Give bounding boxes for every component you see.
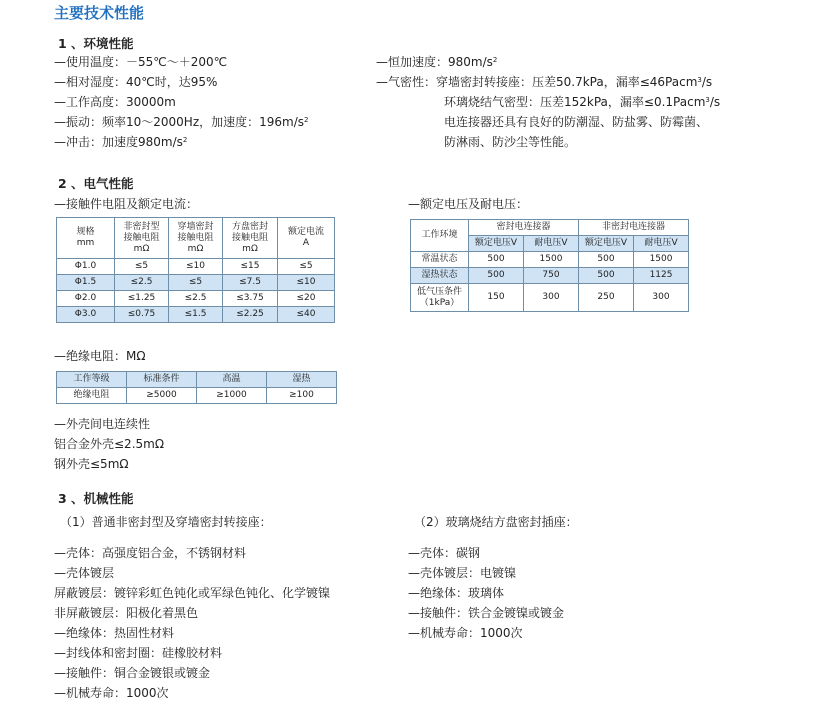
table-cell: Φ1.5	[57, 275, 115, 291]
table-cell: ≥1000	[197, 388, 267, 404]
voltage-table	[410, 219, 689, 312]
mech-left-line: —壳体镀层	[54, 566, 115, 580]
table-cell: 湿热状态	[411, 268, 469, 284]
insulation-label: —绝缘电阻：MΩ	[54, 349, 146, 363]
table-cell: ≤10	[278, 275, 335, 291]
table-cell: ≤0.75	[115, 307, 169, 323]
env-right-line: —恒加速度：$980m/s^2$	[376, 55, 498, 69]
env-left-line: —相对湿度：40℃时，达95%	[54, 75, 218, 89]
table-cell: ≤3.75	[223, 291, 278, 307]
contact-label: —接触件电阻及额定电流：	[54, 197, 199, 211]
table-header-cell: 非密封型 接触电阻 mΩ	[115, 218, 169, 259]
table-cell: ≥5000	[127, 388, 197, 404]
table-row	[57, 259, 335, 275]
mech-left-subheading: （1）普通非密封型及穿墙密封转接座：	[60, 515, 272, 529]
table-header-cell: 额定电压V	[579, 236, 634, 252]
env-left-line: —冲击：加速度$980m/s^2$	[54, 135, 188, 149]
table-cell: ≤5	[169, 275, 223, 291]
table-header-cell: 方盘密封 接触电阻 mΩ	[223, 218, 278, 259]
mech-right-line: —绝缘体：玻璃体	[408, 586, 505, 600]
table-cell: 250	[579, 284, 634, 312]
table-cell: ≤20	[278, 291, 335, 307]
env-right-line: 环璃烧结气密型：压差152kPa，漏率≤0.1Pacm$^3$/s	[444, 95, 721, 109]
table-cell: ≤2.25	[223, 307, 278, 323]
table-header-cell: 规格 mm	[57, 218, 115, 259]
table-row	[411, 284, 689, 312]
table-cell: Φ3.0	[57, 307, 115, 323]
table-cell: ≤5	[278, 259, 335, 275]
table-cell: 750	[524, 268, 579, 284]
table-row	[57, 291, 335, 307]
insulation-table	[56, 371, 337, 404]
table-row	[411, 268, 689, 284]
mech-right-list	[408, 543, 564, 643]
env-right-line: 电连接器还具有良好的防潮湿、防盐雾、防霉菌、	[444, 115, 709, 129]
table-header-cell: 湿热	[267, 372, 337, 388]
table-cell: ≤1.5	[169, 307, 223, 323]
table-header-cell: 工作等级	[57, 372, 127, 388]
env-left-line: —使用温度：－55℃～＋200℃	[54, 55, 228, 69]
table-cell: ≤7.5	[223, 275, 278, 291]
table-cell: 1500	[634, 252, 689, 268]
table-cell: ≤1.25	[115, 291, 169, 307]
table-header-cell: 穿墙密封 接触电阻 mΩ	[169, 218, 223, 259]
table-cell: ≤2.5	[169, 291, 223, 307]
mech-left-line: 屏蔽镀层：镀锌彩虹色钝化或军绿色钝化、化学镀镍	[54, 586, 331, 600]
table-header-cell: 耐电压V	[634, 236, 689, 252]
table-row	[411, 252, 689, 268]
table-cell: ≤2.5	[115, 275, 169, 291]
table-cell: 1125	[634, 268, 689, 284]
mech-right-line: —壳体镀层：电镀镍	[408, 566, 517, 580]
table-header-cell: 标准条件	[127, 372, 197, 388]
env-left-line: —工作高度：30000m	[54, 95, 176, 109]
mech-left-line: —壳体：高强度铝合金，不锈钢材料	[54, 546, 247, 560]
env-left-line: —振动：频率10～2000Hz，加速度：$196m/s^2$	[54, 115, 309, 129]
table-cell: 500	[579, 252, 634, 268]
table-header-cell: 高温	[197, 372, 267, 388]
mech-left-line: —封线体和密封圈：硅橡胶材料	[54, 646, 223, 660]
mech-left-line: —机械寿命：1000次	[54, 686, 169, 700]
table-row	[57, 388, 337, 404]
table-row	[57, 275, 335, 291]
contact-resistance-table	[56, 217, 335, 323]
table-cell: Φ1.0	[57, 259, 115, 275]
mech-left-line: —接触件：铜合金镀银或镀金	[54, 666, 211, 680]
table-header-cell: 耐电压V	[524, 236, 579, 252]
table-cell: 500	[579, 268, 634, 284]
table-cell: 150	[469, 284, 524, 312]
env-right-line: —气密性：穿墙密封转接座：压差50.7kPa，漏率≤46Pacm$^3$/s	[376, 75, 713, 89]
table-header-cell: 密封电连接器	[469, 220, 579, 236]
table-header-cell: 额定电流 A	[278, 218, 335, 259]
table-cell: 500	[469, 252, 524, 268]
table-header-cell: 非密封电连接器	[579, 220, 689, 236]
table-cell: ≤10	[169, 259, 223, 275]
env-heading: 1 、环境性能	[58, 36, 134, 51]
env-left-list	[54, 52, 309, 152]
env-right-list	[376, 52, 720, 152]
mech-left-list	[54, 543, 330, 703]
voltage-label: —额定电压及耐电压：	[408, 197, 529, 211]
mech-right-line: —机械寿命：1000次	[408, 626, 523, 640]
table-cell: 低气压条件 （1kPa）	[411, 284, 469, 312]
page-title: 主要技术性能	[54, 4, 145, 22]
shell-line: 铝合金外壳≤2.5mΩ	[54, 437, 164, 451]
elec-heading: 2 、电气性能	[58, 176, 134, 191]
shell-line: —外壳间电连续性	[54, 417, 151, 431]
mech-left-line: —绝缘体：热固性材料	[54, 626, 175, 640]
table-cell: ≤40	[278, 307, 335, 323]
table-cell: 300	[634, 284, 689, 312]
mech-right-line: —接触件：铁合金镀镍或镀金	[408, 606, 565, 620]
mech-heading: 3 、机械性能	[58, 491, 134, 506]
mech-right-line: —壳体：碳钢	[408, 546, 481, 560]
table-cell: 500	[469, 268, 524, 284]
table-cell: ≤15	[223, 259, 278, 275]
mech-left-line: 非屏蔽镀层：阳极化着黑色	[54, 606, 199, 620]
table-cell: Φ2.0	[57, 291, 115, 307]
table-cell: ≤5	[115, 259, 169, 275]
table-cell: 300	[524, 284, 579, 312]
table-header-cell: 额定电压V	[469, 236, 524, 252]
shell-line: 钢外壳≤5mΩ	[54, 457, 129, 471]
table-cell: ≥100	[267, 388, 337, 404]
table-cell: 绝缘电阻	[57, 388, 127, 404]
table-cell: 常温状态	[411, 252, 469, 268]
table-cell: 1500	[524, 252, 579, 268]
mech-right-subheading: （2）玻璃烧结方盘密封插座：	[414, 515, 578, 529]
env-right-line: 防淋雨、防沙尘等性能。	[444, 135, 577, 149]
table-row	[57, 307, 335, 323]
shell-continuity-list	[54, 414, 164, 474]
table-header-cell: 工作环境	[411, 220, 469, 252]
